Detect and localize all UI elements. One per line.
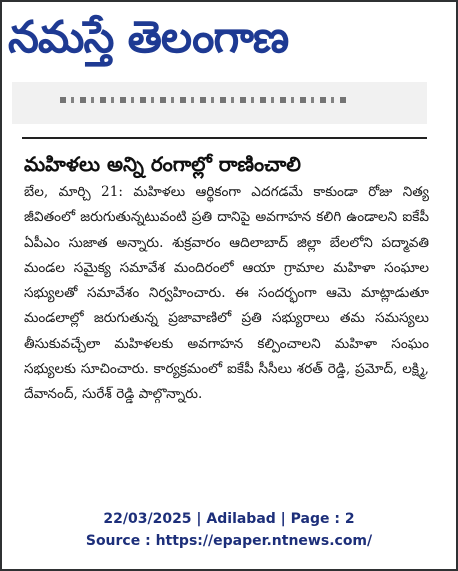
clipped-text-strip: [12, 82, 427, 124]
article-headline: మహిళలు అన్ని రంగాల్లో రాణించాలి: [24, 152, 301, 176]
edition-date-line: 22/03/2025 | Adilabad | Page : 2: [103, 511, 355, 527]
clipped-text-line: [60, 97, 350, 103]
masthead-title: నమస్తే తెలంగాణ: [8, 12, 289, 63]
source-line: Source : https://epaper.ntnews.com/: [85, 533, 373, 549]
article-body: బేల, మార్చి 21: మహిళలు ఆర్థికంగా ఎదగడమే కాకుండా రోజు నిత్య జీవితంలో జరుగుతున్నటువంటి ప్రతి దానిపై అవగాహన కలిగి ఉండాలని ఐకేపీ ఏపీఎం సుజాత అన్నారు. శుక్రవారం ఆదిలాబాద్ జిల్లా బేలలోని పద్మావతి మండల సమైక్య సమావేశ మందిరంలో ఆయా గ్రామాల మహిళా సంఘాల సభ్యులతో సమావేశం నిర్వహించారు. ఈ సందర్భంగా ఆమె మాట్లాడుతూ మండలాల్లో జరుగుతున్న ప్రజావాణిలో ప్రతి సభ్యురాలు తమ సమస్యలు తీసుకువచ్చేలా మహిళలకు అవగాహన కల్పించాలని మహిళా సంఘం సభ్యులకు సూచించారు. కార్యక్రమంలో ఐకేపీ సీసీలు శరత్ రెడ్డి, ప్రమోద్, లక్ష్మి, దేవానంద్, సురేశ్ రెడ్డి పాల్గొన్నారు.: [24, 184, 429, 403]
newspaper-masthead: [8, 8, 428, 68]
headline-divider: [22, 137, 427, 139]
